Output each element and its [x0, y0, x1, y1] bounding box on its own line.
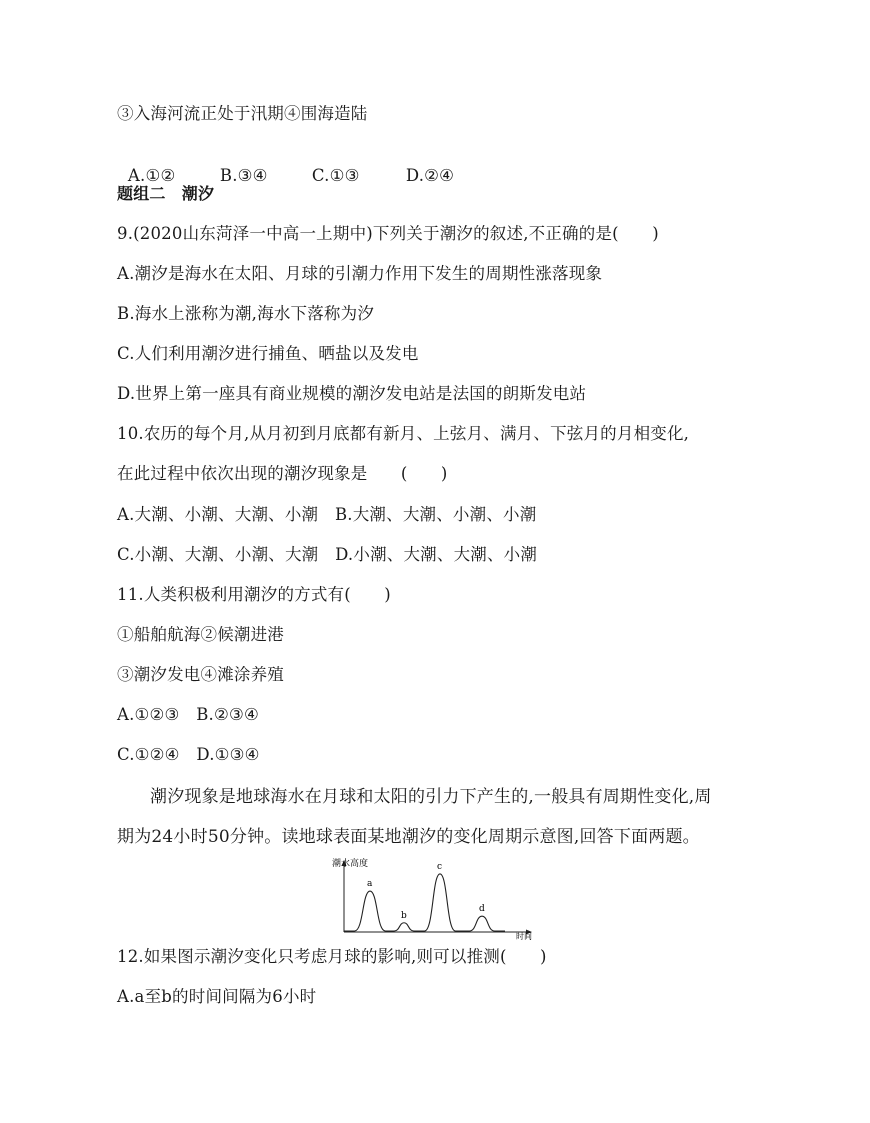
question-9: 9.(2020山东菏泽一中高一上期中)下列关于潮汐的叙述,不正确的是( ) — [117, 224, 659, 243]
peak-label-d: d — [479, 904, 485, 915]
q11-statements-1: ①船舶航海②候潮进港 — [117, 625, 284, 644]
y-axis-label: 潮水高度 — [332, 859, 369, 869]
q9-option-b: B.海水上涨称为潮,海水下落称为汐 — [117, 304, 375, 323]
tide-cycle-chart — [330, 852, 540, 940]
q8-option-a: A.①② — [127, 166, 176, 185]
q9-option-c: C.人们利用潮汐进行捕鱼、晒盐以及发电 — [117, 344, 419, 363]
question-10-line-1: 10.农历的每个月,从月初到月底都有新月、上弦月、满月、下弦月的月相变化, — [117, 424, 690, 443]
q8-options — [117, 143, 454, 187]
x-axis-label: 时间 — [516, 932, 532, 940]
q8-option-b: B.③④ — [219, 166, 268, 185]
question-10-line-2: 在此过程中依次出现的潮汐现象是 ( ) — [117, 464, 448, 483]
peak-label-a: a — [367, 879, 373, 890]
q8-option-c: C.①③ — [311, 166, 360, 185]
q9-option-a: A.潮汐是海水在太阳、月球的引潮力作用下发生的周期性涨落现象 — [117, 264, 603, 283]
line-q8-sub: ③入海河流正处于汛期④围海造陆 — [117, 104, 368, 123]
peak-label-b: b — [401, 910, 407, 921]
q11-options-ab: A.①②③ B.②③④ — [117, 705, 259, 724]
q11-statements-2: ③潮汐发电④滩涂养殖 — [117, 665, 284, 684]
stem-paragraph-line-1: 潮汐现象是地球海水在月球和太阳的引力下产生的,一般具有周期性变化,周 — [150, 787, 712, 807]
q9-option-d: D.世界上第一座具有商业规模的潮汐发电站是法国的朗斯发电站 — [117, 384, 587, 403]
q12-option-a: A.a至b的时间间隔为6小时 — [117, 987, 317, 1006]
q11-options-cd: C.①②④ D.①③④ — [117, 745, 260, 764]
q8-option-d: D.②④ — [405, 166, 455, 185]
question-11: 11.人类积极利用潮汐的方式有( ) — [117, 585, 391, 604]
section-title: 题组二 潮汐 — [117, 184, 215, 203]
stem-paragraph-line-2: 期为24小时50分钟。读地球表面某地潮汐的变化周期示意图,回答下面两题。 — [117, 827, 700, 847]
q10-options-cd: C.小潮、大潮、小潮、大潮 D.小潮、大潮、大潮、小潮 — [117, 545, 538, 564]
q10-options-ab: A.大潮、小潮、大潮、小潮 B.大潮、大潮、小潮、小潮 — [117, 505, 537, 524]
question-12: 12.如果图示潮汐变化只考虑月球的影响,则可以推测( ) — [117, 947, 547, 966]
peak-label-c: c — [437, 861, 443, 872]
